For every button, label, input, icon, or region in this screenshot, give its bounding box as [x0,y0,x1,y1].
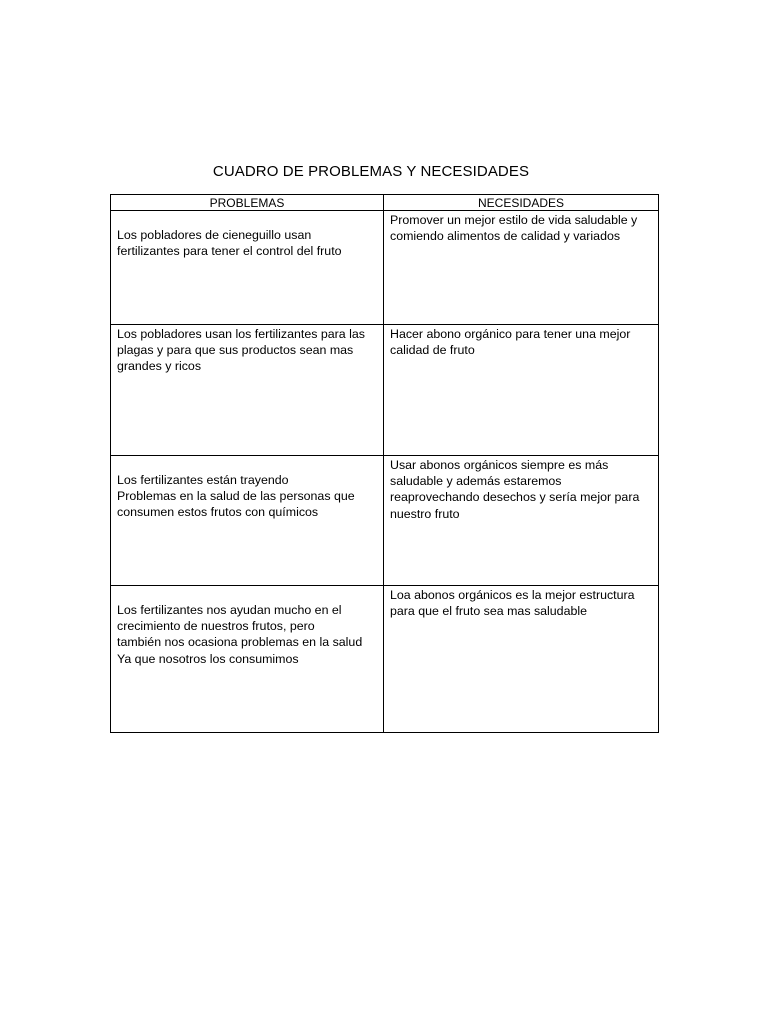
need-cell [384,325,659,456]
table-row [111,325,659,456]
problem-cell [111,325,384,456]
problem-text: Los pobladores de cieneguillo usan fertilizantes para tener el control del fruto [117,228,342,259]
need-cell [384,456,659,586]
table-row [111,586,659,733]
need-cell [384,586,659,733]
page-title: CUADRO DE PROBLEMAS Y NECESIDADES [212,163,530,180]
problem-text: Los fertilizantes nos ayudan mucho en el crecimiento de nuestros frutos, pero también nos ocasiona problemas en la salud Ya que nosotros los consumimos [117,603,363,666]
table-header-row [111,195,659,211]
need-text: Promover un mejor estilo de vida saludable y comiendo alimentos de calidad y variados [390,213,638,244]
problem-cell [111,456,384,586]
need-text: Usar abonos orgánicos siempre es más saludable y además estaremos reaprovechando desechos y sería mejor para nuestro fruto [390,458,640,521]
column-header-problems: PROBLEMAS [111,195,384,211]
problem-text: Los pobladores usan los fertilizantes para las plagas y para que sus productos sean mas grandes y ricos [117,327,365,374]
need-text: Hacer abono orgánico para tener una mejor calidad de fruto [390,327,631,358]
need-cell [384,211,659,325]
table-row [111,456,659,586]
problem-cell [111,211,384,325]
column-header-needs: NECESIDADES [384,195,659,211]
problem-text: Los fertilizantes están trayendo Problemas en la salud de las personas que consumen estos frutos con químicos [117,473,355,520]
problems-needs-table [110,194,659,733]
need-text: Loa abonos orgánicos es la mejor estructura para que el fruto sea mas saludable [390,588,635,619]
problem-cell [111,586,384,733]
table-row [111,211,659,325]
